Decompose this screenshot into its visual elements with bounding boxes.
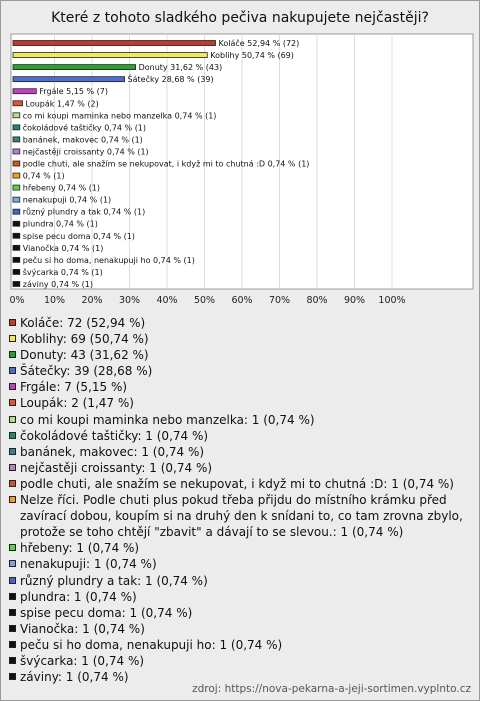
legend-swatch (9, 544, 16, 551)
legend-swatch (9, 577, 16, 584)
legend-swatch (9, 319, 16, 326)
legend-label: nenakupuji: 1 (0,74 %) (20, 557, 157, 572)
bar-label: Koláče 52,94 % (72) (218, 39, 300, 49)
bar-label: Vianočka 0,74 % (1) (22, 243, 104, 253)
legend-label: Donuty: 43 (31,62 %) (20, 348, 149, 363)
bar (13, 197, 20, 202)
legend-item (9, 589, 475, 605)
legend-item (9, 621, 475, 637)
legend-label: nejčastěji croissanty: 1 (0,74 %) (20, 460, 213, 475)
legend-swatch (9, 657, 16, 664)
legend-label: Loupák: 2 (1,47 %) (20, 396, 134, 411)
legend-item (9, 444, 475, 460)
legend-item (9, 653, 475, 669)
legend-label: Koblihy: 69 (50,74 %) (20, 332, 149, 347)
legend-swatch (9, 496, 16, 503)
legend-swatch (9, 367, 16, 374)
legend-swatch (9, 480, 16, 487)
x-tick-label: 100% (378, 295, 406, 306)
legend-swatch (9, 335, 16, 342)
legend-label: záviny: 1 (0,74 %) (20, 670, 129, 685)
legend-label: Šátečky: 39 (28,68 %) (20, 364, 153, 379)
source-note: zdroj: https://nova-pekarna-a-jeji-sortimen.vyplnto.cz (192, 683, 471, 695)
legend-item (9, 412, 475, 428)
bar (13, 41, 216, 46)
bar-label: různý plundry a tak 0,74 % (1) (22, 207, 146, 217)
bar-label: peču si ho doma, nenakupuji ho 0,74 % (1) (22, 255, 195, 265)
bar (13, 185, 20, 190)
legend-label: podle chuti, ale snažím se nekupovat, i když mi to chutná :D: 1 (0,74 %) (20, 476, 454, 491)
bar-label: švýcarka 0,74 % (1) (22, 267, 103, 277)
bar (13, 245, 20, 250)
legend-label: hřebeny: 1 (0,74 %) (20, 541, 140, 556)
legend-item (9, 379, 475, 395)
bar-chart (1, 1, 479, 311)
legend-swatch (9, 432, 16, 439)
bar (13, 101, 23, 106)
legend (9, 315, 475, 685)
legend-item (9, 395, 475, 411)
legend-label: co mi koupi maminka nebo manzelka: 1 (0,74 %) (20, 412, 315, 427)
legend-label: peču si ho doma, nenakupuji ho: 1 (0,74 %) (20, 637, 283, 652)
bar-label: Donuty 31,62 % (43) (138, 63, 223, 73)
bar (13, 125, 20, 130)
legend-label: Frgále: 7 (5,15 %) (20, 380, 128, 395)
legend-item (9, 315, 475, 331)
legend-label: švýcarka: 1 (0,74 %) (20, 653, 145, 668)
bar (13, 137, 20, 142)
bar-label: nenakupuji 0,74 % (1) (22, 195, 112, 205)
legend-label: Nelze říci. Podle chuti plus pokud třeba přijdu do místního krámku před zavírací dobou, koupím si na druhý den k snídani to, co tam zrovna zbylo, protože se toho chtějí "zbavit" a dávají to se slevou.: 1 (0,74 %) (20, 493, 463, 540)
legend-swatch (9, 560, 16, 567)
bar (13, 281, 20, 286)
bar-label: nejčastěji croissanty 0,74 % (1) (22, 147, 149, 157)
bar-label: 0,74 % (1) (22, 171, 65, 181)
legend-label: spise pecu doma: 1 (0,74 %) (20, 605, 193, 620)
x-tick-label: 0% (9, 295, 25, 306)
x-tick-label: 20% (81, 295, 103, 306)
legend-label: Vianočka: 1 (0,74 %) (20, 621, 145, 636)
legend-item (9, 363, 475, 379)
bar-label: Frgále 5,15 % (7) (39, 87, 108, 97)
bar (13, 257, 20, 262)
bar (13, 233, 20, 238)
legend-item (9, 540, 475, 556)
legend-item (9, 476, 475, 492)
legend-item (9, 331, 475, 347)
bar (13, 149, 20, 154)
legend-swatch (9, 673, 16, 680)
legend-item (9, 556, 475, 572)
bar-label: Šátečky 28,68 % (39) (127, 75, 214, 85)
legend-label: čokoládové taštičky: 1 (0,74 %) (20, 428, 209, 443)
legend-swatch (9, 399, 16, 406)
bar (13, 209, 20, 214)
bar-label: hřebeny 0,74 % (1) (22, 183, 101, 193)
legend-item (9, 573, 475, 589)
bar-label: plundra 0,74 % (1) (22, 219, 98, 229)
legend-swatch (9, 448, 16, 455)
bar-label: spise pecu doma 0,74 % (1) (22, 231, 135, 241)
legend-label: Koláče: 72 (52,94 %) (20, 316, 146, 330)
legend-swatch (9, 593, 16, 600)
x-tick-label: 30% (118, 295, 141, 306)
x-tick-label: 90% (343, 295, 366, 306)
legend-item (9, 347, 475, 363)
x-tick-label: 80% (306, 295, 328, 306)
legend-item (9, 492, 475, 540)
bar (13, 89, 36, 94)
legend-swatch (9, 609, 16, 616)
chart-title: Které z tohoto sladkého pečiva nakupujete nejčastěji? (51, 10, 429, 26)
legend-swatch (9, 625, 16, 632)
x-tick-label: 40% (156, 295, 178, 306)
legend-label: banánek, makovec: 1 (0,74 %) (20, 444, 205, 459)
bar (13, 113, 20, 118)
bar-label: záviny 0,74 % (1) (22, 279, 94, 289)
bar-label: podle chuti, ale snažím se nekupovat, i když mi to chutná :D 0,74 % (1) (22, 159, 310, 169)
legend-item (9, 460, 475, 476)
bar (13, 53, 207, 58)
bar (13, 269, 20, 274)
bar-label: Koblihy 50,74 % (69) (210, 51, 294, 61)
legend-swatch (9, 383, 16, 390)
legend-item (9, 428, 475, 444)
legend-item (9, 605, 475, 621)
legend-label: plundra: 1 (0,74 %) (20, 589, 137, 604)
legend-item (9, 637, 475, 653)
bar-label: co mi koupi maminka nebo manzelka 0,74 % (1) (22, 111, 217, 121)
bar-label: čokoládové taštičky 0,74 % (1) (22, 123, 147, 133)
bar (13, 173, 20, 178)
bar (13, 221, 20, 226)
x-tick-label: 50% (193, 295, 216, 306)
bar (13, 77, 125, 82)
bar (13, 65, 136, 70)
x-tick-label: 70% (268, 295, 291, 306)
legend-swatch (9, 641, 16, 648)
bar-label: Loupák 1,47 % (2) (25, 99, 99, 109)
bar-label: banánek, makovec 0,74 % (1) (22, 135, 143, 145)
legend-swatch (9, 464, 16, 471)
x-tick-label: 10% (43, 295, 66, 306)
legend-swatch (9, 351, 16, 358)
x-tick-label: 60% (231, 295, 253, 306)
bar (13, 161, 20, 166)
legend-label: různý plundry a tak: 1 (0,74 %) (20, 573, 208, 588)
legend-swatch (9, 416, 16, 423)
